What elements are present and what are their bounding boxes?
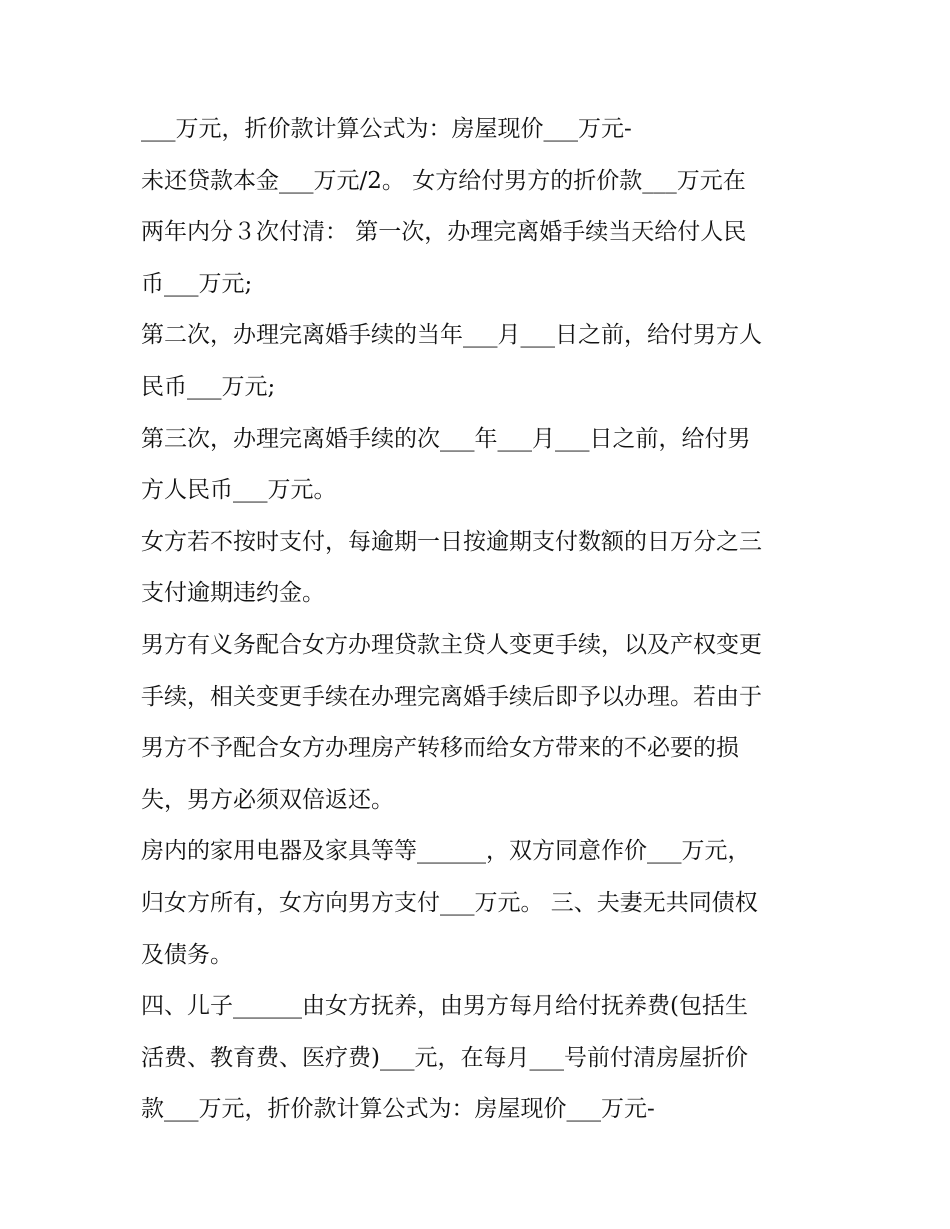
text-line: 民币___万元; [141,373,276,400]
text-line: 第三次，办理完离婚手续的次___年___月___日之前，给付男 [141,425,751,452]
text-line: 第二次，办理完离婚手续的当年___月___日之前，给付男方人 [141,322,762,349]
text-line: 未还贷款本金___万元/2。 女方给付男方的折价款___万元在 [141,167,746,194]
text-line: 手续，相关变更手续在办理完离婚手续后即予以办理。若由于 [141,683,762,710]
text-line: 男方不予配合女方办理房产转移而给女方带来的不必要的损 [141,735,739,762]
text-line: 失，男方必须双倍返还。 [141,786,394,813]
text-line: 支付逾期违约金。 [141,580,325,607]
text-line: 款___万元，折价款计算公式为：房屋现价___万元- [141,1096,655,1123]
text-line: 活费、教育费、医疗费)___元，在每月___号前付清房屋折价 [141,1044,748,1071]
text-line: 房内的家用电器及家具等等______，双方同意作价___万元， [141,838,751,865]
text-line: 归女方所有，女方向男方支付___万元。 三、夫妻无共同债权 [141,889,758,916]
text-line: 方人民币___万元。 [141,477,337,504]
text-line: ___万元，折价款计算公式为：房屋现价___万元- [141,116,632,142]
text-line: 币___万元; [141,270,253,297]
text-line: 女方若不按时支付，每逾期一日按逾期支付数额的日万分之三 [141,528,762,555]
text-line: 两年内分３次付清： 第一次，办理完离婚手续当天给付人民 [141,219,747,246]
text-line: 男方有义务配合女方办理贷款主贷人变更手续，以及产权变更 [141,631,762,658]
text-line: 及债务。 [141,941,233,968]
document-body [141,104,821,1136]
text-line: 四、儿子______由女方抚养，由男方每月给付抚养费(包括生 [141,993,748,1020]
